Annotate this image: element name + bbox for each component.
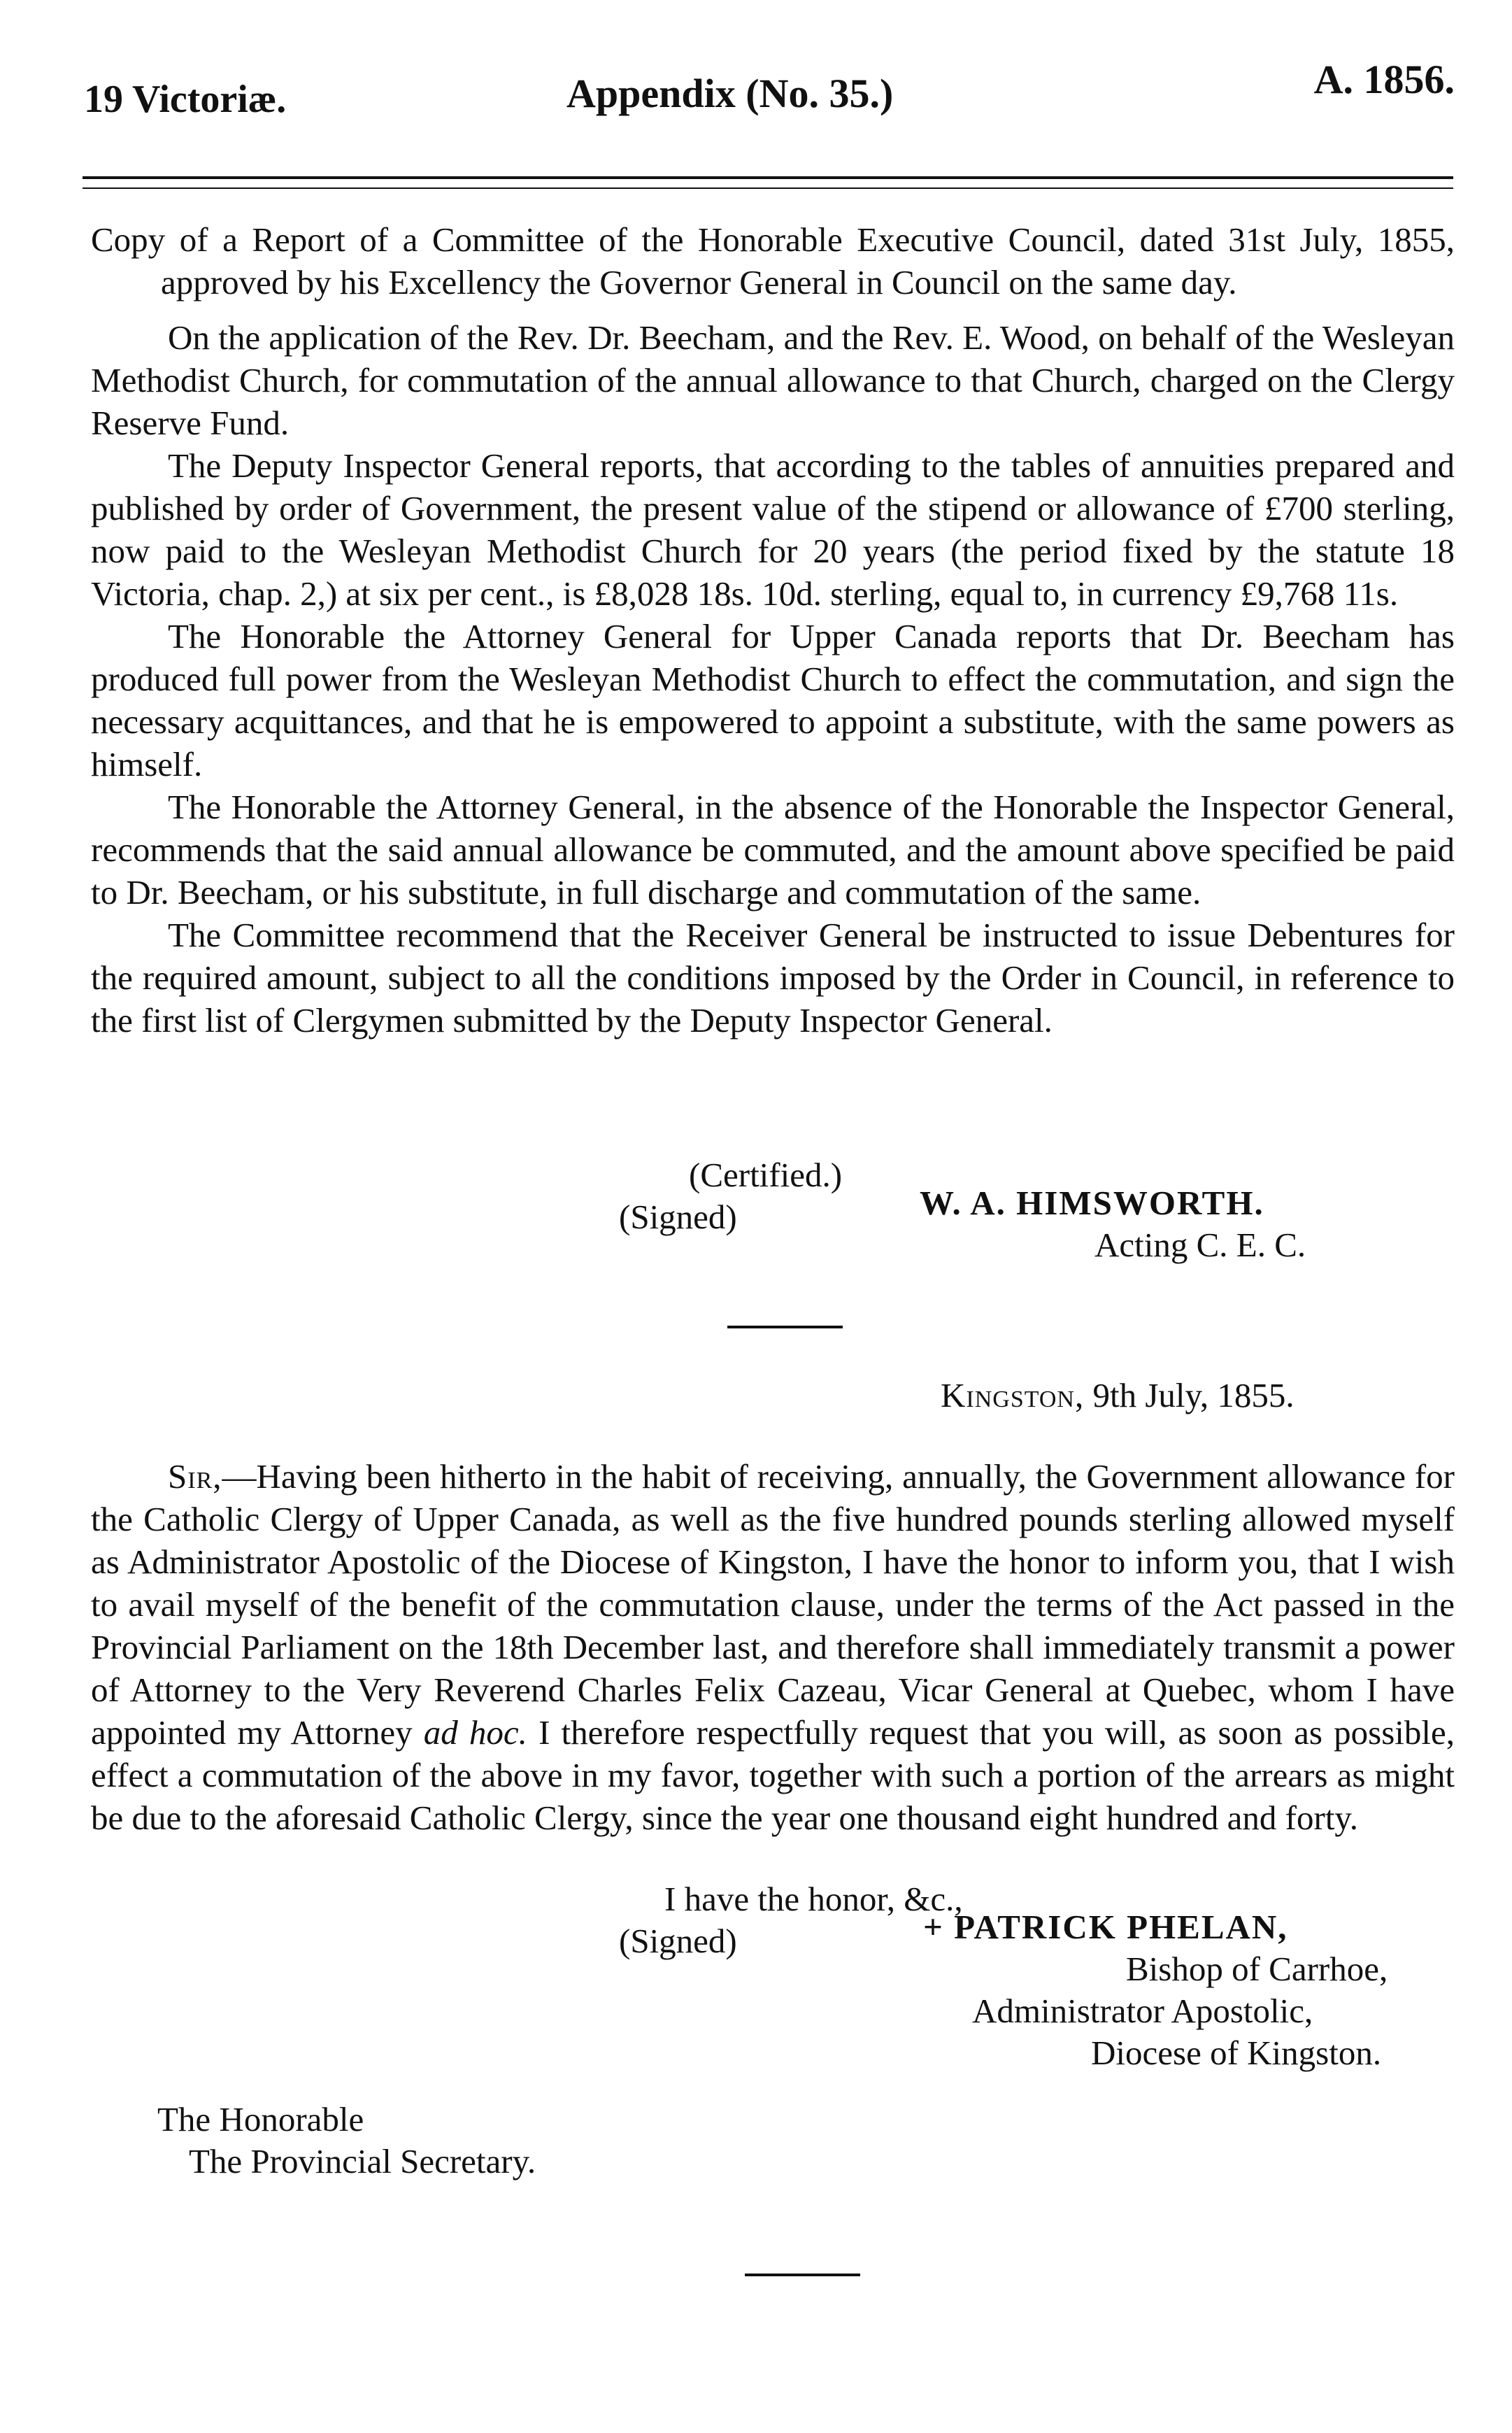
report-section xyxy=(91,218,1455,1042)
letter-signatory: + PATRICK PHELAN, xyxy=(923,1908,1288,1946)
letter-place: Kingston, xyxy=(941,1376,1085,1414)
signatory-title-line: Administrator Apostolic, xyxy=(972,1992,1313,2030)
letter-text-italic: ad hoc. xyxy=(423,1713,527,1752)
report-signatory: W. A. HIMSWORTH. xyxy=(920,1184,1264,1222)
report-title-paragraph: Copy of a Report of a Committee of the Honorable Executive Council, dated 31st July, 1855, approved by his Excellency the Governor General in Council on the same day. xyxy=(91,220,1455,302)
section-divider xyxy=(727,1326,843,1328)
addressee-line: The Honorable xyxy=(157,2100,364,2138)
report-paragraph: The Deputy Inspector General reports, that according to the tables of annuities prepared and published by order of Government, the present value of the stipend or allowance of £700 sterling, now paid to the Wesleyan Methodist Church for 20 years (the period fixed by the statute 18 Victoria, chap. 2,) at six per cent., is £8,028 18s. 10d. sterling, equal to, in currency £9,768 11s. xyxy=(91,446,1455,613)
report-paragraph: On the application of the Rev. Dr. Beecham, and the Rev. E. Wood, on behalf of the Wesleyan Methodist Church, for commutation of the annual allowance to that Church, charged on the Clergy Reserve Fund. xyxy=(91,318,1455,442)
letter-date: 9th July, 1855. xyxy=(1092,1376,1295,1414)
signed-label: (Signed) xyxy=(619,1198,737,1236)
end-divider xyxy=(745,2274,860,2276)
report-signatory-title: Acting C. E. C. xyxy=(1094,1226,1306,1264)
letter-paragraph xyxy=(91,1455,1455,1839)
header-year: A. 1856. xyxy=(1313,57,1455,102)
certified-label: (Certified.) xyxy=(689,1156,843,1194)
letter-closing: I have the honor, &c., xyxy=(664,1880,963,1918)
report-paragraph: The Committee recommend that the Receiver General be instructed to issue Debentures for the required amount, subject to all the conditions imposed by the Order in Council, in reference to the first list of Clergymen submitted by the Deputy Inspector General. xyxy=(91,916,1455,1040)
letter-salutation: Sir, xyxy=(168,1457,222,1496)
letter-body xyxy=(91,1455,1455,1839)
running-header xyxy=(84,56,1455,133)
header-appendix: Appendix (No. 35.) xyxy=(566,71,894,116)
letter-text-part2: I therefore respectfully request that you will, as soon as possible, effect a commutation of the above in my favor, together with such a portion of the arrears as might be due to the aforesaid Catholic Clergy, since the year one thousand eight hundred and forty. xyxy=(91,1713,1455,1837)
letter-text-part1: —Having been hitherto in the habit of receiving, annually, the Government allowance for the Catholic Clergy of Upper Canada, as well as the five hundred pounds sterling allowed myself as Administrator Apostolic of the Diocese of Kingston, I have the honor to inform you, that I wish to avail myself of the benefit of the commutation clause, under the terms of the Act passed in the Provincial Parliament on the 18th December last, and therefore shall immediately transmit a power of Attorney to the Very Reverend Charles Felix Cazeau, Vicar General at Quebec, whom I have appointed my Attorney xyxy=(91,1457,1455,1752)
signatory-title-line: Bishop of Carrhoe, xyxy=(1126,1950,1388,1988)
letter-dateline xyxy=(941,1375,1295,1417)
report-paragraph: The Honorable the Attorney General for Upper Canada reports that Dr. Beecham has produced full power from the Wesleyan Methodist Church to effect the commutation, and sign the necessary acquittances, and that he is empowered to appoint a substitute, with the same powers as himself. xyxy=(91,617,1455,783)
header-double-rule xyxy=(83,176,1453,189)
addressee-line: The Provincial Secretary. xyxy=(189,2142,536,2180)
report-paragraph: The Honorable the Attorney General, in the absence of the Honorable the Inspector General, recommends that the said annual allowance be commuted, and the amount above specified be paid to Dr. Beecham, or his substitute, in full discharge and commutation of the same. xyxy=(91,788,1455,912)
header-session: 19 Victoriæ. xyxy=(84,78,287,121)
signatory-title-line: Diocese of Kingston. xyxy=(1091,2034,1382,2072)
letter-signed-label: (Signed) xyxy=(619,1922,737,1960)
